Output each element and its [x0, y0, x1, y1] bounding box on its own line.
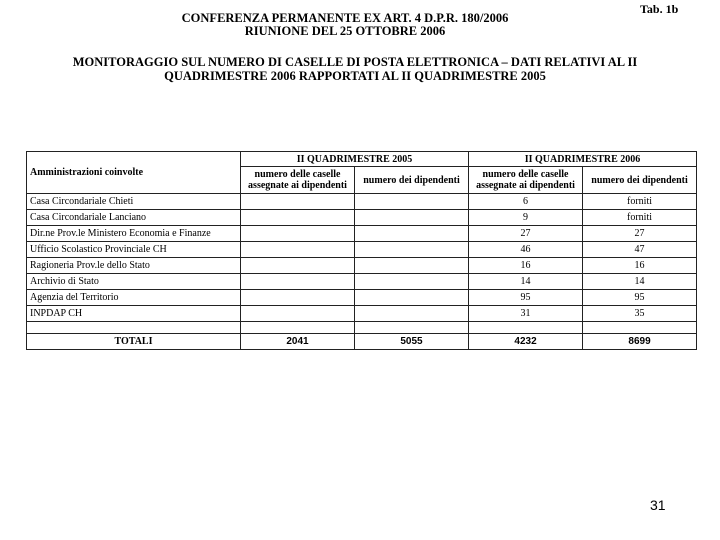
caselle-2005-cell — [241, 274, 355, 290]
column-group-2006: II QUADRIMESTRE 2006 — [469, 152, 697, 167]
spacer-cell — [469, 322, 583, 334]
caselle-2006-cell: 9 — [469, 210, 583, 226]
monitoring-table — [26, 151, 697, 350]
caselle-2006-cell: 31 — [469, 306, 583, 322]
caselle-2006-cell: 6 — [469, 194, 583, 210]
total-dipendenti-2006: 8699 — [583, 334, 697, 350]
table-row — [27, 274, 697, 290]
caselle-2005-cell — [241, 210, 355, 226]
document-header — [150, 12, 540, 38]
spacer-cell — [241, 322, 355, 334]
admin-name-cell: Ragioneria Prov.le dello Stato — [27, 258, 241, 274]
caselle-2005-cell — [241, 194, 355, 210]
spacer-cell — [27, 322, 241, 334]
spacer-row — [27, 322, 697, 334]
column-header-dipendenti-2006: numero dei dipendenti — [583, 167, 697, 194]
spacer-cell — [355, 322, 469, 334]
table-row — [27, 242, 697, 258]
dipendenti-2005-cell — [355, 194, 469, 210]
caselle-2005-cell — [241, 306, 355, 322]
totals-label: TOTALI — [27, 334, 241, 350]
table-label: Tab. 1b — [640, 2, 679, 16]
dipendenti-2005-cell — [355, 210, 469, 226]
table-row — [27, 210, 697, 226]
page-number: 31 — [650, 497, 666, 513]
dipendenti-2005-cell — [355, 226, 469, 242]
dipendenti-2006-cell: 95 — [583, 290, 697, 306]
admin-name-cell: Archivio di Stato — [27, 274, 241, 290]
subtitle-line-2: QUADRIMESTRE 2006 RAPPORTATI AL II QUADRIMESTRE 2005 — [164, 69, 546, 83]
column-header-caselle-2005: numero delle caselle assegnate ai dipendenti — [241, 167, 355, 194]
admin-name-cell: Ufficio Scolastico Provinciale CH — [27, 242, 241, 258]
subtitle-line-1: MONITORAGGIO SUL NUMERO DI CASELLE DI POSTA ELETTRONICA – DATI RELATIVI AL II — [72, 55, 638, 69]
meeting-date: RIUNIONE DEL 25 OTTOBRE 2006 — [244, 24, 446, 38]
conference-title: CONFERENZA PERMANENTE EX ART. 4 D.P.R. 180/2006 — [181, 11, 509, 25]
dipendenti-2006-cell: forniti — [583, 210, 697, 226]
caselle-2005-cell — [241, 226, 355, 242]
table-row — [27, 258, 697, 274]
dipendenti-2006-cell: 35 — [583, 306, 697, 322]
caselle-2006-cell: 95 — [469, 290, 583, 306]
caselle-2006-cell: 46 — [469, 242, 583, 258]
caselle-2006-cell: 14 — [469, 274, 583, 290]
total-caselle-2006: 4232 — [469, 334, 583, 350]
total-dipendenti-2005: 5055 — [355, 334, 469, 350]
caselle-2005-cell — [241, 242, 355, 258]
table-row — [27, 290, 697, 306]
dipendenti-2005-cell — [355, 258, 469, 274]
admin-name-cell: Casa Circondariale Chieti — [27, 194, 241, 210]
dipendenti-2006-cell: 16 — [583, 258, 697, 274]
caselle-2006-cell: 27 — [469, 226, 583, 242]
dipendenti-2005-cell — [355, 306, 469, 322]
total-caselle-2005: 2041 — [241, 334, 355, 350]
dipendenti-2005-cell — [355, 274, 469, 290]
admin-name-cell: INPDAP CH — [27, 306, 241, 322]
admin-name-cell: Dir.ne Prov.le Ministero Economia e Finanze — [27, 226, 241, 242]
dipendenti-2006-cell: 47 — [583, 242, 697, 258]
column-header-admin: Amministrazioni coinvolte — [27, 152, 241, 194]
column-header-caselle-2006: numero delle caselle assegnate ai dipendenti — [469, 167, 583, 194]
totals-row — [27, 334, 697, 350]
dipendenti-2006-cell: 27 — [583, 226, 697, 242]
table-row — [27, 306, 697, 322]
column-header-dipendenti-2005: numero dei dipendenti — [355, 167, 469, 194]
report-subtitle — [50, 55, 660, 83]
spacer-cell — [583, 322, 697, 334]
table-header-row — [27, 152, 697, 167]
column-group-2005: II QUADRIMESTRE 2005 — [241, 152, 469, 167]
admin-name-cell: Casa Circondariale Lanciano — [27, 210, 241, 226]
table-row — [27, 226, 697, 242]
dipendenti-2005-cell — [355, 290, 469, 306]
caselle-2005-cell — [241, 290, 355, 306]
admin-name-cell: Agenzia del Territorio — [27, 290, 241, 306]
caselle-2005-cell — [241, 258, 355, 274]
dipendenti-2005-cell — [355, 242, 469, 258]
dipendenti-2006-cell: 14 — [583, 274, 697, 290]
caselle-2006-cell: 16 — [469, 258, 583, 274]
table-row — [27, 194, 697, 210]
dipendenti-2006-cell: forniti — [583, 194, 697, 210]
